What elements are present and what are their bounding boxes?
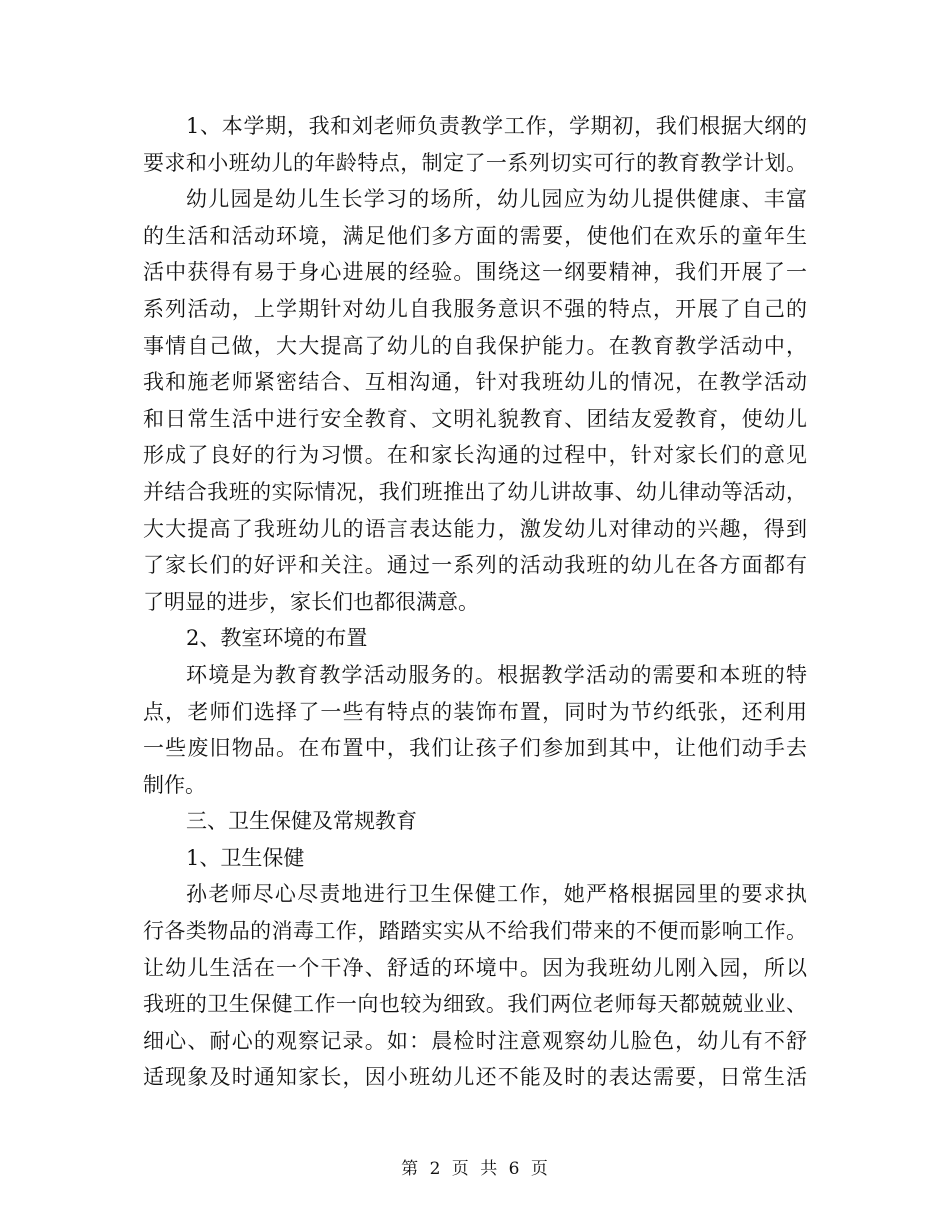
text-line: 环境是为教育教学活动服务的。根据教学活动的需要和本班的特	[186, 662, 807, 687]
text-line: 制作。	[143, 772, 206, 797]
text-line: 了家长们的好评和关注。通过一系列的活动我班的幼儿在各方面都有	[143, 553, 807, 578]
text-line: 让幼儿生活在一个干净、舒适的环境中。因为我班幼儿刚入园，所以	[143, 955, 807, 980]
text-line: 系列活动，上学期针对幼儿自我服务意识不强的特点，开展了自己的	[143, 296, 807, 321]
text-line: 事情自己做，大大提高了幼儿的自我保护能力。在教育教学活动中，	[143, 333, 807, 358]
text-line: 三、卫生保健及常规教育	[186, 809, 417, 834]
text-line: 活中获得有易于身心进展的经验。围绕这一纲要精神，我们开展了一	[143, 260, 807, 285]
footer-total-pages: 6	[508, 1159, 521, 1179]
text-line: 行各类物品的消毒工作，踏踏实实从不给我们带来的不便而影响工作。	[143, 919, 807, 944]
text-line: 1、卫生保健	[186, 845, 305, 870]
footer-current-page: 2	[429, 1159, 442, 1179]
text-line: 形成了良好的行为习惯。在和家长沟通的过程中，针对家长们的意见	[143, 443, 807, 468]
footer-total-prefix: 共	[480, 1159, 499, 1179]
footer-page-word: 页	[451, 1159, 470, 1179]
text-line: 和日常生活中进行安全教育、文明礼貌教育、团结友爱教育，使幼儿	[143, 406, 807, 431]
footer-suffix: 页	[530, 1159, 549, 1179]
text-line: 的生活和活动环境，满足他们多方面的需要，使他们在欢乐的童年生	[143, 223, 807, 248]
document-body	[143, 108, 807, 1096]
text-line: 幼儿园是幼儿生长学习的场所，幼儿园应为幼儿提供健康、丰富	[186, 187, 807, 212]
text-line: 我班的卫生保健工作一向也较为细致。我们两位老师每天都兢兢业业、	[143, 992, 807, 1017]
text-line: 孙老师尽心尽责地进行卫生保健工作，她严格根据园里的要求执	[186, 882, 807, 907]
page-footer	[0, 1154, 950, 1179]
text-line: 并结合我班的实际情况，我们班推出了幼儿讲故事、幼儿律动等活动，	[143, 479, 807, 504]
text-line: 点，老师们选择了一些有特点的装饰布置，同时为节约纸张，还利用	[143, 699, 807, 724]
text-line: 1、本学期，我和刘老师负责教学工作，学期初，我们根据大纲的	[186, 114, 807, 138]
text-line: 2、教室环境的布置	[186, 626, 368, 651]
text-line: 我和施老师紧密结合、互相沟通，针对我班幼儿的情况，在教学活动	[143, 370, 807, 395]
text-line: 一些废旧物品。在布置中，我们让孩子们参加到其中，让他们动手去	[143, 736, 807, 761]
text-line: 大大提高了我班幼儿的语言表达能力，激发幼儿对律动的兴趣，得到	[143, 516, 807, 541]
text-line: 了明显的进步，家长们也都很满意。	[143, 589, 479, 614]
footer-prefix: 第	[401, 1159, 420, 1179]
text-line: 细心、耐心的观察记录。如：晨检时注意观察幼儿脸色，幼儿有不舒	[143, 1028, 807, 1053]
text-line: 要求和小班幼儿的年龄特点，制定了一系列切实可行的教育教学计划。	[143, 150, 807, 175]
text-line: 适现象及时通知家长，因小班幼儿还不能及时的表达需要，日常生活	[143, 1065, 807, 1090]
